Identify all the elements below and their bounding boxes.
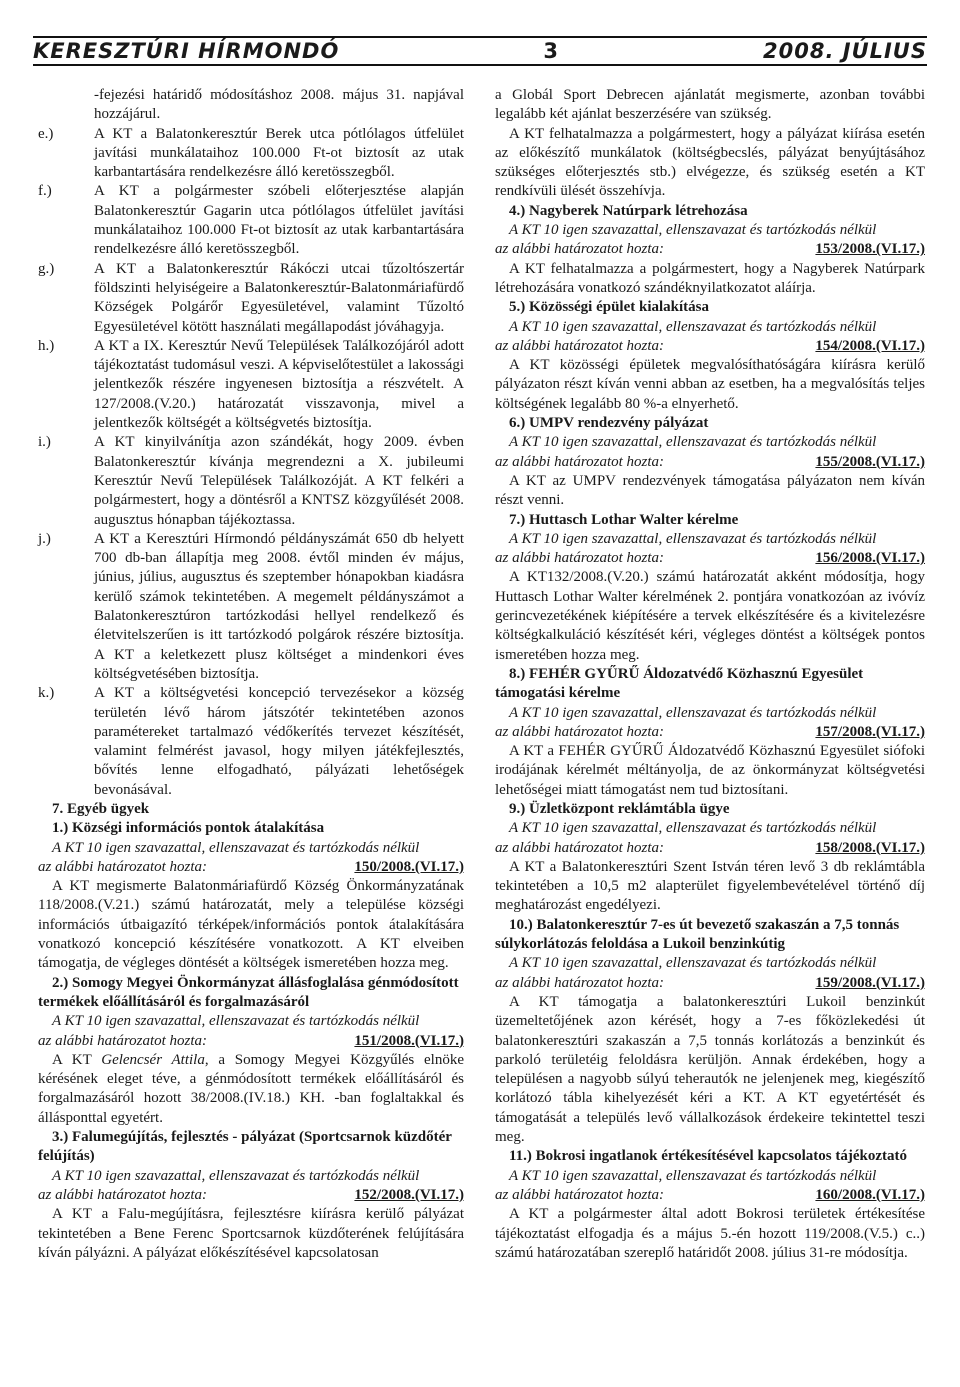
decision-label: az alábbi határozatot hozta: [38,1032,208,1049]
paragraph: A KT felhatalmazza a polgármestert, hogy a pályázat kiírása esetén az előkészítő munkálatok (költségbecslés, pályázat benyújtásához szükséges előterjesztés stb.) elvégezze, és szükség esetén a KT rendkívüli ülését összehívja. [495,125,925,200]
decision-number: 158/2008.(VI.17.) [815,839,925,856]
section-body [38,1051,464,1128]
decision-number: 154/2008.(VI.17.) [815,337,925,354]
decision-line [495,839,925,858]
vote-line: A KT 10 igen szavazattal, ellenszavazat és tartózkodás nélkül [509,820,877,837]
decision-label: az alábbi határozatot hozta: [495,1186,665,1203]
list-item [38,182,464,259]
item-text: A KT a költségvetési koncepció tervezésekor a község területén lévő három játszótér tekintetében azonos paramétereket tartalmazó védőkerítés tervezet készítését, valamint felmérést javasol, hogy milyen játékfejlesztés, bővítés lenne elfogadható, pályázati lehetőségek bevonásával. [94,685,464,798]
decision-line [495,337,925,356]
decision-label: az alábbi határozatot hozta: [495,241,665,258]
section-heading: 11.) Bokrosi ingatlanok értékesítésével kapcsolatos tájékoztató [509,1148,908,1165]
vote-line: A KT 10 igen szavazattal, ellenszavazat és tartózkodás nélkül [509,704,877,721]
item-label: f.) [38,183,52,200]
decision-number: 152/2008.(VI.17.) [354,1186,464,1203]
section-heading: 3.) Falumegújítás, fejlesztés - pályázat (Sportcsarnok küzdőtér felújítás) [38,1129,452,1165]
item-label: k.) [38,685,55,702]
decision-label: az alábbi határozatot hozta: [38,1186,208,1203]
decision-label: az alábbi határozatot hozta: [38,858,208,875]
section-heading: 10.) Balatonkeresztúr 7-es út bevezető szakaszán a 7,5 tonnás súlykorlátozás feloldása a Lukoil benzinkútig [495,916,900,953]
decision-label: az alábbi határozatot hozta: [495,723,665,740]
page-header [33,36,927,66]
list-item [38,125,464,183]
section-body: A KT132/2008.(V.20.) számú határozatát akként módosítja, hogy Huttasch Lothar Walter kérelmének 2. pontjára vonatkozóan az ivóvíz gerincvezetékének kiépítésére a tervek elkészítésére és a kivitelezésre költségkalkuláció készítését kéri, végleges döntést a költségek pontos ismeretében hozza meg. [495,569,925,663]
decision-line [495,723,925,742]
section-body: A KT megismerte Balatonmáriafürdő Község Önkormányzatának 118/2008.(V.21.) számú határozatát, mely a települése községi információs útbaigazító térképek/információs pontok átalakítására vonatkozó koncepció készítésére vonatkozott. A KT elveiben támogatja, de végleges döntését a költségek ismeretében hozza meg. [38,878,464,972]
person-name: Gelencsér Attila [101,1051,205,1068]
newspaper-title: KERESZTÚRI HÍRMONDÓ [33,39,340,63]
decision-number: 150/2008.(VI.17.) [354,858,464,875]
section-heading: 9.) Üzletközpont reklámtábla ügye [509,800,730,817]
decision-line [495,974,925,993]
body-suffix: , a Somogy Megyei Közgyűlés elnöke kérésének eleget téve, a génmódosított termékek előállításáról és forgalmazásáról hozott 38/2008.(IV.18.) KH. -ban foglaltakkal és állásponttal egyetért. [38,1051,464,1126]
item-text: A KT a polgármester szóbeli előterjesztése alapján Balatonkeresztúr Gagarin utca pótlólagos útfelület javítási munkálataihoz 100.000 Ft-ot biztosít az utak karbantartására rendelkezésre álló keretösszegből. [94,183,464,258]
section-body: A KT támogatja a balatonkeresztúri Lukoil benzinkút üzemeltetőjének azon kérését, hogy a 7-es főközlekedési út balatonkeresztúri szakaszán a 7,5 tonnás korlátozás a benzinkút és parkoló területéig feloldásra kerüljön. Annak érdekében, hogy a településen a nagyobb súlyú teherautók ne jelenjenek meg, kiegészítő korlátozó tábla kihelyezését kéri a KT. A KT egyetértését és támogatását a település levő vállalkozások érdekeire tekintettel teszi meg. [495,993,925,1146]
issue-date: 2008. JÚLIUS [763,39,927,63]
list-item [38,337,464,433]
section-body: A KT a polgármester által adott Bokrosi területek értékesítése tájékoztatást elfogadja és a május 5.-én hozott 119/2008.(V.5.) c..) számú határozatában szereplő határidőt 2008. július 31-re módosítja. [495,1206,925,1261]
decision-label: az alábbi határozatot hozta: [495,550,665,567]
decision-line [495,1186,925,1205]
decision-line [38,1032,464,1051]
section-heading: 6.) UMPV rendezvény pályázat [509,415,709,432]
decision-number: 156/2008.(VI.17.) [815,550,925,567]
vote-line: A KT 10 igen szavazattal, ellenszavazat és tartózkodás nélkül [52,839,420,856]
continued-text: a Globál Sport Debrecen ajánlatát megismerte, azonban további legalább két ajánlat beszerzésére van szükség. [495,87,925,123]
vote-line: A KT 10 igen szavazattal, ellenszavazat és tartózkodás nélkül [509,1167,877,1184]
vote-line: A KT 10 igen szavazattal, ellenszavazat és tartózkodás nélkül [509,434,877,451]
section-body: A KT közösségi épületek megvalósíthatóságára kiírásra kerülő pályázaton részt kíván venni abban az esetben, ha a megvalósítás teljes költségének legalább 80 %-a elnyerhető. [495,357,925,412]
item-text: A KT kinyilvánítja azon szándékát, hogy 2009. évben Balatonkeresztúr kívánja megrendezni a X. jubileumi Keresztúr Nevű Települések Találkozóját. A KT felkéri a polgármestert, hogy a döntésről a KNTSZ közgyűlését 2008. augusztus hónapban tájékoztassa. [94,434,464,528]
item-text: A KT a Balatonkeresztúr Rákóczi utcai tűzoltószertár földszinti helyiségeire a Balatonkeresztúr-Balatonmáriafürdő Községek Polgárőr Egyesületével, valamint Tűzoltó Egyesületével kötött használati megállapodást jóváhagyja. [94,260,464,335]
decision-label: az alábbi határozatot hozta: [495,453,665,470]
vote-line: A KT 10 igen szavazattal, ellenszavazat és tartózkodás nélkül [52,1013,420,1030]
section-body: A KT felhatalmazza a polgármestert, hogy a Nagyberek Natúrpark létrehozására vonatkozó szándéknyilatkozatot aláírja. [495,260,925,296]
section-heading: 8.) FEHÉR GYŰRŰ Áldozatvédő Közhasznú Egyesület támogatási kérelme [495,665,864,702]
decision-line [38,1186,464,1205]
list-item [38,433,464,529]
item-label: i.) [38,434,51,451]
vote-line: A KT 10 igen szavazattal, ellenszavazat és tartózkodás nélkül [509,222,877,239]
right-column [495,86,925,1263]
section-body: A KT a Falu-megújításra, fejlesztésre kiírásra kerülő pályázat tekintetében a Bene Ferenc Sportcsarnok küzdőterének felújítására kíván pályázni. A pályázat előkészítésével kapcsolatosan [38,1206,464,1261]
decision-line [495,453,925,472]
decision-number: 151/2008.(VI.17.) [354,1032,464,1049]
list-item [38,684,464,800]
decision-number: 160/2008.(VI.17.) [815,1186,925,1203]
decision-line [495,549,925,568]
section-body: A KT a FEHÉR GYŰRŰ Áldozatvédő Közhasznú Egyesület siófoki irodájának kérelmét méltányolja, de az önkormányzat költségvetési lehetőségei miatt támogatást nem tud biztosítani. [495,743,925,798]
list-item [38,260,464,337]
vote-line: A KT 10 igen szavazattal, ellenszavazat és tartózkodás nélkül [509,318,877,335]
section-heading: 4.) Nagyberek Natúrpark létrehozása [509,202,748,219]
item-label: g.) [38,260,55,277]
decision-line [495,240,925,259]
decision-label: az alábbi határozatot hozta: [495,974,665,991]
decision-label: az alábbi határozatot hozta: [495,839,665,856]
decision-label: az alábbi határozatot hozta: [495,337,665,354]
item-label: h.) [38,337,55,354]
item-text: A KT a Keresztúri Hírmondó példányszámát 650 db helyett 700 db-ban állapítja meg 2008. évtől minden év május, június, július, augusztus és szeptember hónapokban kiadásra kerülő számok tekintetében. A megemelt példányszámot a Balatonkeresztúron tartózkodási hellyel rendelkező és életvitelszerűen is itt tartózkodó polgárok részére biztosítja. A KT a keletkezett plusz költséget a mindenkori éves költségvetésében biztosítja. [94,530,464,682]
section-heading: 1.) Községi információs pontok átalakítása [52,820,325,837]
item-text: A KT a IX. Keresztúr Nevű Települések Találkozójáról adott tájékoztatást tudomásul veszi. A képviselőtestület a lakossági jelentkezők részére ingyenesen biztosítja a részvételt. A 127/2008.(V.20.) határozatát visszavonja, mivel a jelentkezők költségét a költségvetés biztosítja. [94,337,464,432]
section-heading: 7.) Huttasch Lothar Walter kérelme [509,511,739,528]
page-number: 3 [543,39,559,63]
list-item [38,530,464,684]
section-body: A KT az UMPV rendezvények támogatása pályázaton nem kíván részt venni. [495,472,925,509]
section-heading: 2.) Somogy Megyei Önkormányzat állásfoglalása génmódosított termékek előállításáról és forgalmazásáról [38,974,459,1010]
decision-number: 159/2008.(VI.17.) [815,974,925,991]
section-heading: 7. Egyéb ügyek [52,800,150,817]
left-column [38,86,464,1263]
decision-number: 155/2008.(VI.17.) [815,453,925,470]
item-text: A KT a Balatonkeresztúr Berek utca pótlólagos útfelület javítási munkálataihoz 100.000 Ft-ot biztosít az utak karbantartására rendelkezésre álló keretösszegből. [94,125,464,181]
decision-line [38,858,464,877]
decision-number: 157/2008.(VI.17.) [815,723,925,740]
item-label: j.) [38,530,51,547]
item-label: e.) [38,125,54,142]
continued-text: -fejezési határidő módosításhoz 2008. május 31. napjával hozzájárul. [94,87,464,123]
vote-line: A KT 10 igen szavazattal, ellenszavazat és tartózkodás nélkül [509,530,877,547]
body-prefix: A KT [52,1051,102,1068]
decision-number: 153/2008.(VI.17.) [815,241,925,258]
vote-line: A KT 10 igen szavazattal, ellenszavazat és tartózkodás nélkül [52,1167,420,1184]
section-heading: 5.) Közösségi épület kialakítása [509,299,710,316]
section-body: A KT a Balatonkeresztúri Szent István téren levő 3 db reklámtábla tekintetében a 10,5 m2 alapterület figyelembevételével történő díj meghatározást engedélyezi. [495,858,925,914]
vote-line: A KT 10 igen szavazattal, ellenszavazat és tartózkodás nélkül [509,955,877,972]
